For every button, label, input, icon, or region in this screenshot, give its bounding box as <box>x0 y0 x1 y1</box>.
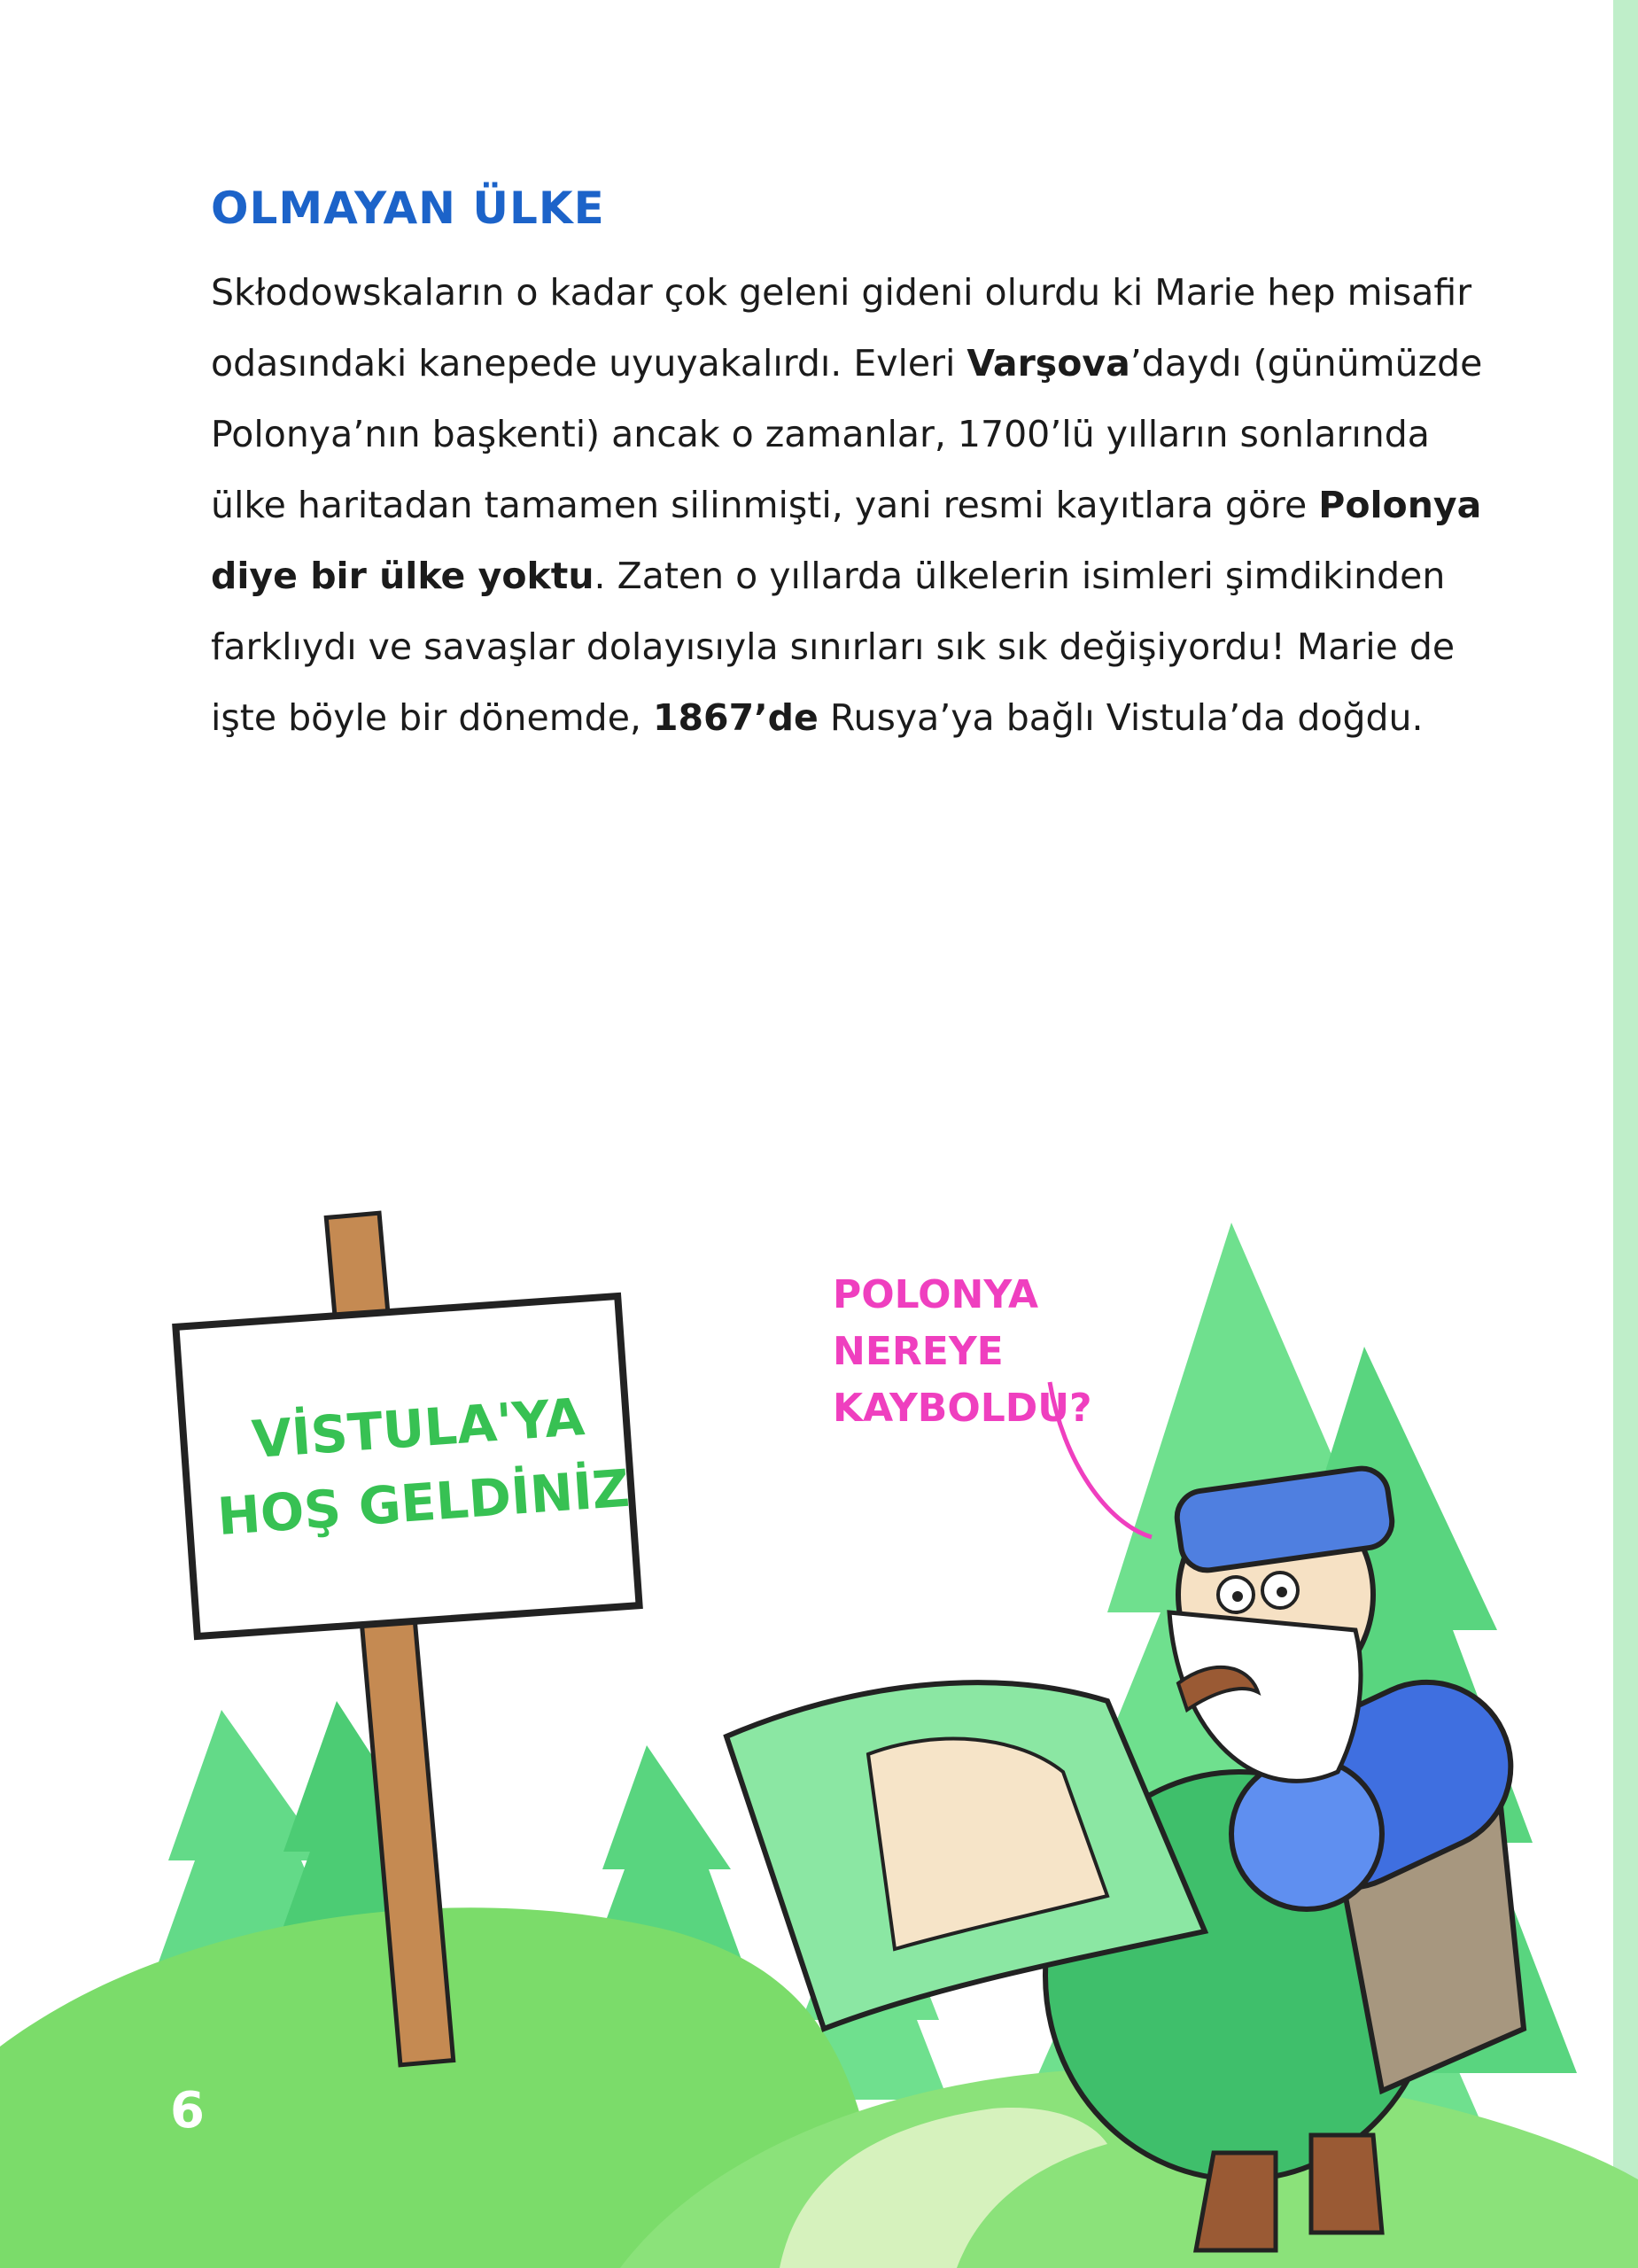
page-number: 6 <box>170 2082 205 2140</box>
text-segment: ’daydı (günümüzde Polonya’nın başkenti) ancak o zamanlar, 1700’lü yılların sonlarında ülke haritadan tamamen silinmişti, yani resmi kayıtlara göre <box>211 342 1483 526</box>
bold-year: 1867’de <box>653 696 819 739</box>
text-segment: Skłodowskaların o kadar çok geleni gideni olurdu ki Marie hep misafir odasındaki kanepede uyuyakalırdı. Evleri <box>211 271 1472 384</box>
bold-varsova: Varşova <box>966 342 1130 384</box>
sign-text <box>208 1377 634 1554</box>
body-paragraph <box>211 257 1487 753</box>
pupil-left <box>1232 1591 1243 1602</box>
text-segment: Rusya’ya bağlı Vistula’da doğdu. <box>818 696 1424 739</box>
bold-no-poland: Polonya diye bir ülke yoktu <box>211 484 1482 597</box>
speech-line-1: POLONYA NEREYE <box>833 1272 1039 1374</box>
illustration <box>0 1134 1638 2268</box>
section-heading: OLMAYAN ÜLKE <box>211 183 605 234</box>
speech-text <box>833 1267 1187 1437</box>
speech-line-2: KAYBOLDU? <box>833 1386 1092 1431</box>
sign-line-2: HOŞ GELDİNİZ <box>215 1457 632 1548</box>
pupil-right <box>1277 1587 1287 1597</box>
text-segment: . Zaten o yıllarda ülkelerin isimleri şimdikinden farklıydı ve savaşlar dolayısıyla sınırları sık sık değişiyordu! Marie de işte böyle bir dönemde, <box>211 555 1456 739</box>
sign-line-1: VİSTULA'YA <box>250 1386 586 1471</box>
boot-right <box>1311 2135 1382 2233</box>
